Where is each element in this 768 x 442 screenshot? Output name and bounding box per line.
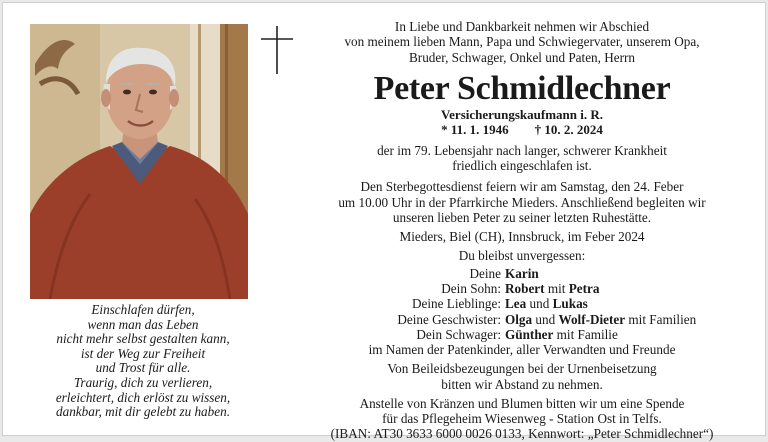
poem-line: Traurig, dich zu verlieren, bbox=[73, 374, 213, 390]
family-row-son bbox=[319, 281, 725, 296]
poem-line: ist der Weg zur Freiheit bbox=[80, 345, 206, 361]
family-label: Deine Geschwister: bbox=[397, 311, 501, 327]
family-row-brother-in-law bbox=[319, 327, 725, 342]
family-suffix: mit Familie bbox=[556, 326, 618, 342]
family-label: Deine bbox=[469, 265, 501, 281]
service-line: um 10.00 Uhr in der Pfarrkirche Mieders. Anschließend begleiten wir bbox=[338, 194, 706, 210]
family-member: Karin bbox=[505, 265, 539, 281]
intro bbox=[319, 19, 725, 65]
poem-line: dankbar, mit dir gelebt zu haben. bbox=[56, 404, 230, 420]
condolence-notice bbox=[319, 361, 725, 392]
death-date: † 10. 2. 2024 bbox=[534, 121, 603, 137]
poem-line: Einschlafen dürfen, bbox=[91, 302, 195, 317]
portrait-photo bbox=[30, 24, 248, 299]
family-row-grandchildren bbox=[319, 296, 725, 311]
family-row-siblings bbox=[319, 312, 725, 327]
service-line: unseren lieben Peter zu seiner letzten Ruhestätte. bbox=[392, 210, 652, 226]
birth-date: * 11. 1. 1946 bbox=[441, 121, 509, 137]
family-suffix: mit Familien bbox=[628, 311, 697, 327]
deceased-name: Peter Schmidlechner bbox=[373, 69, 671, 107]
service-line: Den Sterbegottesdienst feiern wir am Samstag, den 24. Feber bbox=[360, 179, 684, 195]
family-member: Lukas bbox=[552, 296, 588, 312]
obituary-card bbox=[2, 2, 766, 442]
family-member: Lea bbox=[505, 296, 527, 312]
family-list bbox=[319, 266, 725, 357]
donation-line: für das Pflegeheim Wiesenweg - Station Ost in Telfs. bbox=[382, 411, 662, 427]
intro-line: von meinem lieben Mann, Papa und Schwiegervater, unserem Opa, bbox=[344, 34, 700, 50]
condolence-line: Von Beileidsbezeugungen bei der Urnenbeisetzung bbox=[387, 361, 657, 377]
deceased-profession: Versicherungskaufmann i. R. bbox=[440, 106, 604, 122]
family-joiner: und bbox=[529, 296, 550, 312]
poem-line: nicht mehr selbst gestalten kann, bbox=[56, 331, 230, 347]
family-member: Günther bbox=[505, 326, 554, 342]
poem-line: und Trost für alle. bbox=[95, 360, 191, 376]
donation-line: Anstelle von Kränzen und Blumen bitten wir um eine Spende bbox=[359, 395, 685, 411]
cross-icon bbox=[259, 25, 295, 75]
family-label: Dein Sohn: bbox=[441, 281, 501, 297]
family-label: Dein Schwager: bbox=[416, 326, 501, 342]
place-date: Mieders, Biel (CH), Innsbruck, im Feber 2024 bbox=[399, 229, 645, 245]
family-closing: im Namen der Patenkinder, aller Verwandten und Freunde bbox=[368, 341, 676, 357]
passing-line: friedlich eingeschlafen ist. bbox=[452, 158, 592, 174]
family-row-wife bbox=[319, 266, 725, 281]
poem bbox=[23, 303, 263, 420]
family-joiner: mit bbox=[547, 281, 566, 297]
family-joiner: und bbox=[535, 311, 556, 327]
donation-line: (IBAN: AT30 3633 6000 0026 0133, Kennwort: „Peter Schmidlechner“) bbox=[330, 426, 714, 442]
condolence-line: bitten wir Abstand zu nehmen. bbox=[441, 376, 603, 392]
poem-line: wenn man das Leben bbox=[87, 316, 199, 332]
family-member: Wolf-Dieter bbox=[558, 311, 626, 327]
obituary-text bbox=[319, 17, 725, 442]
family-member: Robert bbox=[505, 281, 545, 297]
passing-notice bbox=[319, 143, 725, 174]
life-dates bbox=[319, 122, 725, 137]
family-label: Deine Lieblinge: bbox=[412, 296, 501, 312]
family-member: Petra bbox=[568, 281, 600, 297]
poem-line: erleichtert, dich erlöst zu wissen, bbox=[55, 389, 231, 405]
intro-line: Bruder, Schwager, Onkel und Paten, Herrn bbox=[409, 49, 635, 65]
unforgotten-heading: Du bleibst unvergessen: bbox=[458, 247, 586, 263]
donation-notice bbox=[319, 396, 725, 442]
intro-line: In Liebe und Dankbarkeit nehmen wir Abschied bbox=[394, 19, 650, 34]
passing-line: der im 79. Lebensjahr nach langer, schwerer Krankheit bbox=[377, 142, 667, 158]
service-notice bbox=[319, 179, 725, 225]
family-member: Olga bbox=[505, 311, 533, 327]
